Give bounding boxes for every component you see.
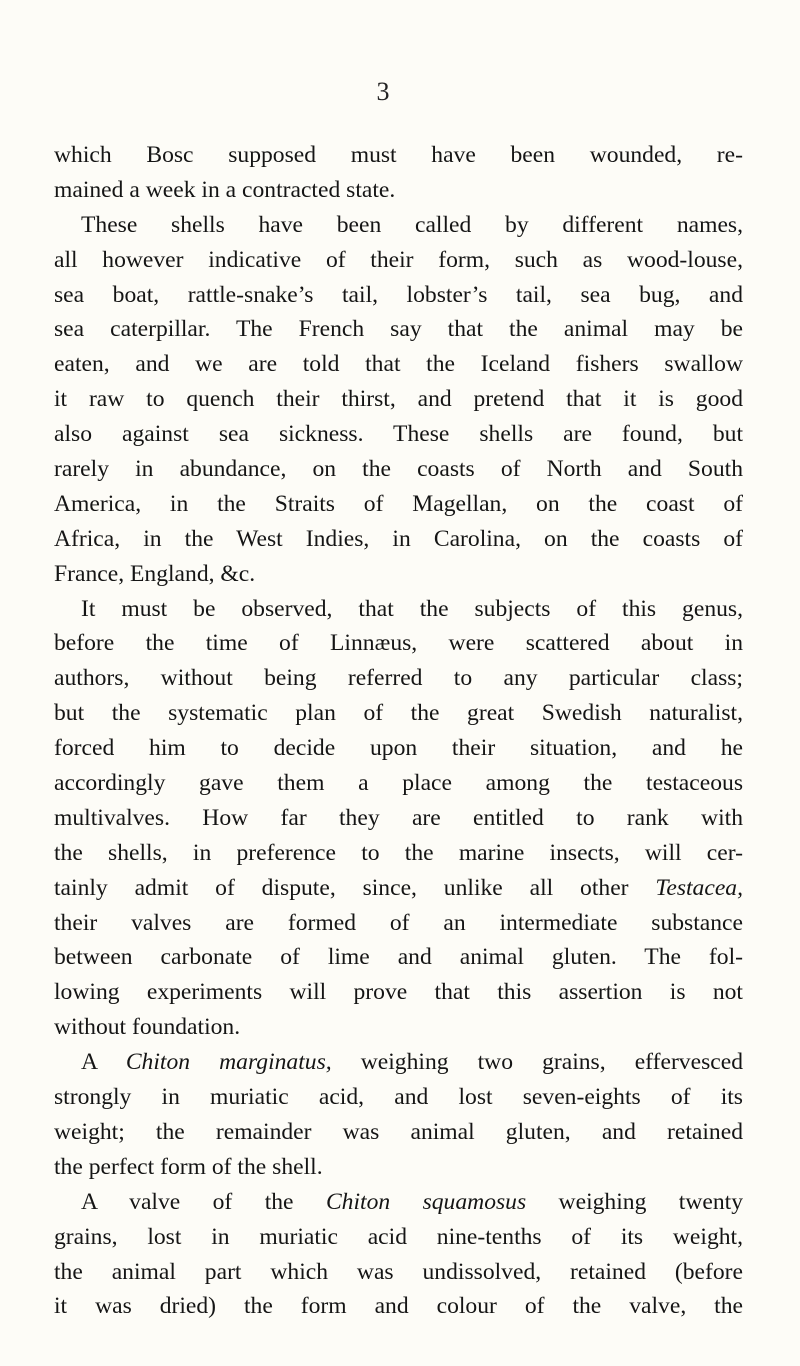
text-line: forced him to decide upon their situation, and he	[54, 735, 743, 762]
italic-term: Testacea,	[655, 874, 743, 901]
text-line: Africa, in the West Indies, in Carolina, on the coasts of	[54, 525, 743, 552]
text-line	[54, 1185, 743, 1220]
text-line: also against sea sickness. These shells are found, but	[54, 421, 743, 448]
text-line: which Bosc supposed must have been wounded, re-	[54, 142, 743, 168]
text-line: between carbonate of lime and animal gluten. The fol-	[54, 944, 743, 971]
text-run: A valve of the	[81, 1188, 326, 1215]
text-line: their valves are formed of an intermediate substance	[54, 909, 743, 936]
text-run: tainly admit of dispute, since, unlike all other	[54, 874, 656, 901]
text-line: strongly in muriatic acid, and lost seven-eights of its	[54, 1084, 743, 1111]
text-line: but the systematic plan of the great Swedish naturalist,	[54, 700, 743, 727]
text-line: It must be observed, that the subjects of this genus,	[81, 595, 743, 622]
text-line	[54, 1045, 743, 1080]
text-run: weighing twenty	[526, 1188, 743, 1215]
body-text	[54, 138, 743, 1324]
page-number: 3	[376, 77, 390, 106]
italic-term: Chiton squamosus	[325, 1188, 527, 1215]
text-line: rarely in abundance, on the coasts of North and South	[54, 456, 743, 483]
text-line: weight; the remainder was animal gluten, and retained	[54, 1118, 743, 1145]
text-line: accordingly gave them a place among the testaceous	[54, 770, 743, 797]
text-line: lowing experiments will prove that this assertion is not	[54, 979, 743, 1006]
text-line: These shells have been called by different names,	[81, 211, 743, 238]
text-line: without foundation.	[54, 1014, 241, 1041]
text-line: the animal part which was undissolved, retained (before	[54, 1258, 743, 1285]
text-line: mained a week in a contracted state.	[54, 176, 396, 203]
text-line: America, in the Straits of Magellan, on the coast of	[54, 490, 743, 517]
text-line: eaten, and we are told that the Iceland fishers swallow	[54, 351, 743, 378]
text-line: multivalves. How far they are entitled to rank with	[54, 804, 743, 831]
text-line: grains, lost in muriatic acid nine-tenths of its weight,	[54, 1223, 743, 1250]
text-line: sea boat, rattle-snake’s tail, lobster’s tail, sea bug, and	[54, 281, 743, 308]
italic-term: Chiton marginatus,	[125, 1049, 332, 1076]
text-line: the shells, in preference to the marine insects, will cer-	[54, 839, 743, 866]
text-line: all however indicative of their form, such as wood-louse,	[54, 246, 743, 273]
text-line: it was dried) the form and colour of the valve, the	[54, 1293, 743, 1320]
text-line: authors, without being referred to any particular class;	[54, 665, 743, 692]
text-line	[54, 871, 743, 906]
text-run: A	[81, 1049, 126, 1076]
text-line: France, England, &c.	[54, 560, 256, 587]
text-line: the perfect form of the shell.	[54, 1153, 323, 1180]
text-line: before the time of Linnæus, were scattered about in	[54, 630, 743, 657]
text-line: it raw to quench their thirst, and pretend that it is good	[54, 386, 743, 413]
text-run: weighing two grains, effervesced	[331, 1049, 743, 1076]
text-line: sea caterpillar. The French say that the animal may be	[54, 316, 743, 343]
